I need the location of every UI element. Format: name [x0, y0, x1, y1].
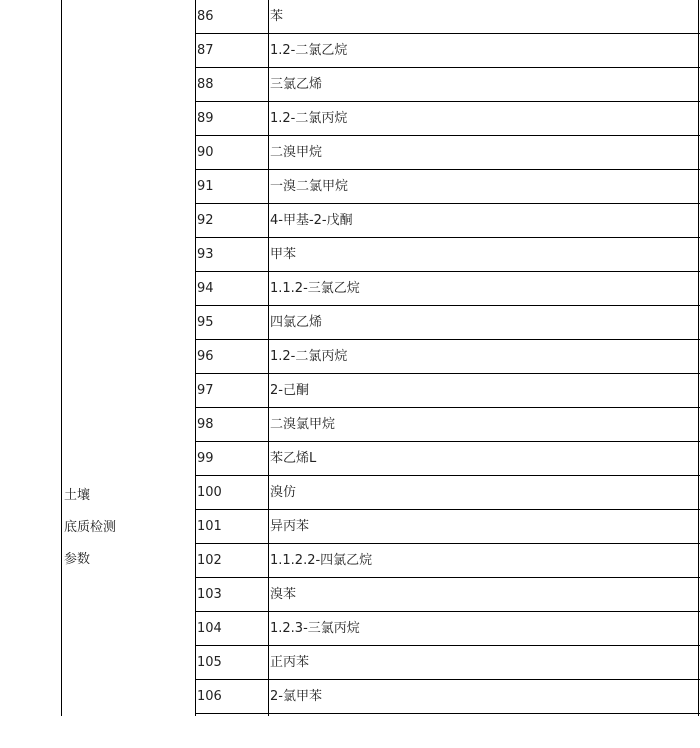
row-number: 88 — [197, 77, 214, 92]
table-row — [196, 612, 700, 646]
row-number: 93 — [197, 247, 214, 262]
row-number: 105 — [197, 655, 222, 670]
row-number: 106 — [197, 689, 222, 704]
parameter-name: 一溴二氯甲烷 — [270, 179, 349, 194]
category-line-3: 参数 — [64, 552, 91, 567]
parameter-name: 苯乙烯L — [270, 451, 317, 466]
parameter-name: 1.1.2.2-四氯乙烷 — [270, 553, 373, 568]
parameter-name: 1.2.3-三氯丙烷 — [270, 621, 360, 636]
parameter-name: 二溴氯甲烷 — [270, 417, 336, 432]
row-number: 94 — [197, 281, 214, 296]
table-row — [196, 306, 700, 340]
table-row — [196, 374, 700, 408]
parameter-name: 正丙苯 — [270, 655, 310, 670]
category-cell — [62, 0, 195, 716]
table-row — [196, 476, 700, 510]
parameter-name: 甲苯 — [270, 247, 297, 262]
parameter-name: 4-甲基-2-戊酮 — [270, 213, 353, 228]
table-row — [196, 102, 700, 136]
parameter-name: 异丙苯 — [270, 519, 310, 534]
table-row — [196, 0, 700, 34]
table-row — [196, 34, 700, 68]
row-number: 101 — [197, 519, 222, 534]
table-row — [196, 170, 700, 204]
parameter-name: 二溴甲烷 — [270, 145, 323, 160]
table-row — [196, 272, 700, 306]
row-number: 102 — [197, 553, 222, 568]
row-number: 95 — [197, 315, 214, 330]
table-row — [196, 68, 700, 102]
table-body — [196, 0, 700, 748]
table-row — [196, 408, 700, 442]
parameter-name: 三氯乙烯 — [270, 77, 323, 92]
parameter-name: 苯 — [270, 9, 284, 24]
row-number: 104 — [197, 621, 222, 636]
row-number: 86 — [197, 9, 214, 24]
row-number: 90 — [197, 145, 214, 160]
row-number: 96 — [197, 349, 214, 364]
parameter-name: 1.2-二氯丙烷 — [270, 111, 348, 126]
parameter-name: 四氯乙烯 — [270, 315, 323, 330]
row-number: 89 — [197, 111, 214, 126]
table-row — [196, 238, 700, 272]
table-row — [196, 646, 700, 680]
table-row — [196, 442, 700, 476]
parameter-name: 2-氯甲苯 — [270, 689, 322, 704]
row-number: 100 — [197, 485, 222, 500]
parameter-name: 1.2-二氯丙烷 — [270, 349, 348, 364]
table-row — [196, 714, 700, 748]
row-number: 99 — [197, 451, 214, 466]
table-row — [196, 510, 700, 544]
table-row — [196, 136, 700, 170]
row-number: 98 — [197, 417, 214, 432]
parameter-name: 1.2-二氯乙烷 — [270, 43, 348, 58]
parameter-name: 溴苯 — [270, 587, 297, 602]
table-row — [196, 544, 700, 578]
row-number: 103 — [197, 587, 222, 602]
table-row — [196, 204, 700, 238]
category-line-1: 土壤 — [64, 488, 91, 503]
row-number: 92 — [197, 213, 214, 228]
row-number: 97 — [197, 383, 214, 398]
row-number: 87 — [197, 43, 214, 58]
table-row — [196, 340, 700, 374]
category-line-2: 底质检测 — [64, 520, 117, 535]
table-row — [196, 578, 700, 612]
row-number: 91 — [197, 179, 214, 194]
parameter-name: 溴仿 — [270, 485, 297, 500]
parameter-name: 2-己酮 — [270, 383, 309, 398]
parameter-name: 1.1.2-三氯乙烷 — [270, 281, 360, 296]
table-row — [196, 680, 700, 714]
